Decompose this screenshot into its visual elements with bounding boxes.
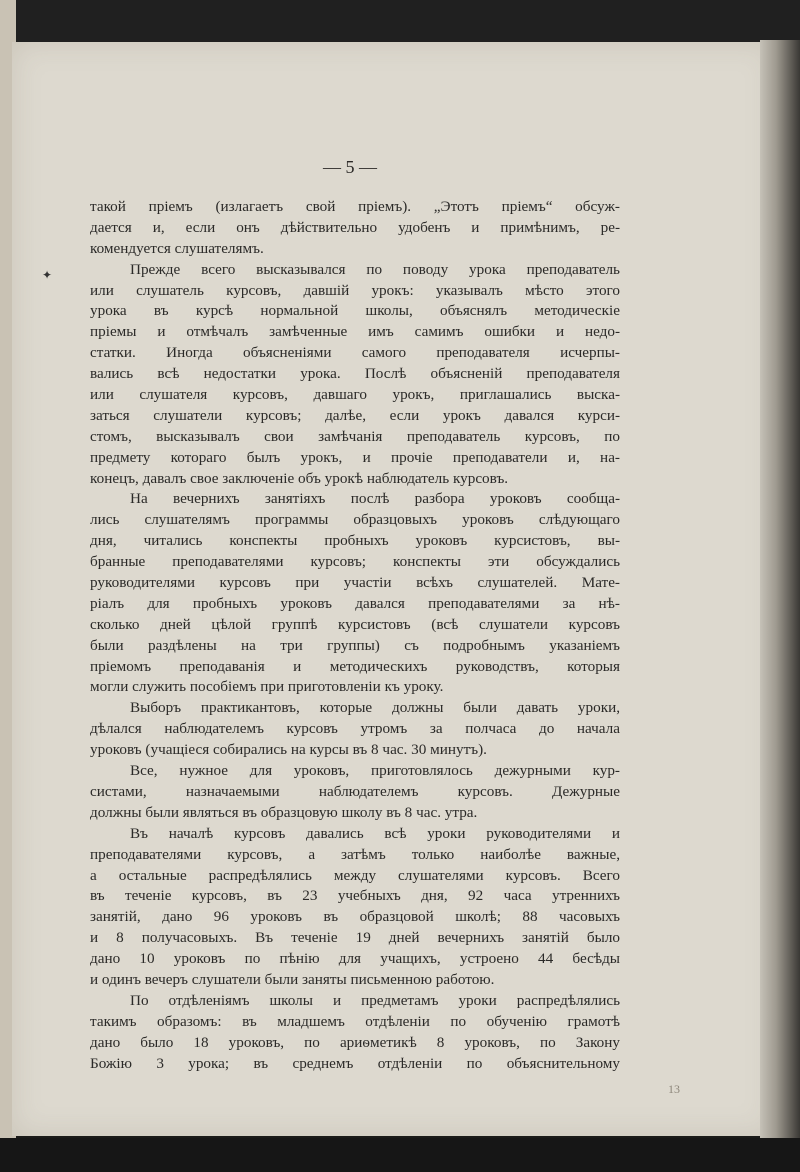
text-line: могли служить пособіемъ при приготовленіи къ уроку.: [90, 678, 444, 696]
text-line: руководителями курсовъ при участіи всѣхъ слушателей. Мате-: [90, 574, 620, 592]
text-line: заться слушатели курсовъ; далѣе, если урокъ давался курси-: [90, 406, 620, 424]
text-line: дано было 18 уроковъ, по ариѳметикѣ 8 уроковъ, по Закону: [90, 1033, 620, 1051]
scan-top-border: [0, 0, 800, 44]
text-line: дѣлался наблюдателемъ курсовъ утромъ за полчаса до начала: [90, 720, 620, 738]
text-line: комендуется слушателямъ.: [90, 239, 264, 257]
text-line: статки. Иногда объясненіями самого преподавателя исчерпы-: [90, 344, 620, 362]
text-line: и 8 получасовыхъ. Въ теченіе 19 дней вечернихъ занятій было: [90, 929, 620, 947]
text-line: дается и, если онъ дѣйствительно удобенъ и примѣнимъ, ре-: [90, 218, 620, 236]
text-line: Божію 3 урока; въ среднемъ отдѣленіи по объяснительному: [90, 1054, 620, 1072]
scan-bottom-border: [0, 1138, 800, 1172]
text-line: Выборъ практикантовъ, которые должны были давать уроки,: [130, 699, 620, 717]
text-line: или слушатель курсовъ, давшій урокъ: указывалъ мѣсто этого: [90, 281, 620, 299]
text-line: На вечернихъ занятіяхъ послѣ разбора уроковъ сообща-: [130, 490, 620, 508]
text-line: преподавателями курсовъ, а затѣмъ только наиболѣе важные,: [90, 845, 620, 863]
text-line: По отдѣленіямъ школы и предметамъ уроки распредѣлялись: [130, 991, 620, 1009]
text-line: лись слушателямъ программы образцовыхъ уроковъ слѣдующаго: [90, 511, 620, 529]
text-line: пріемомъ преподаванія и методическихъ руководствъ, которыя: [90, 657, 620, 675]
text-line: уроковъ (учащіеся собирались на курсы въ 8 час. 30 минутъ).: [90, 741, 487, 759]
page-number: — 5 —: [323, 157, 377, 177]
text-line: должны были являться въ образцовую школу въ 8 час. утра.: [90, 803, 478, 821]
text-line: пріемы и отмѣчалъ замѣченные имъ самимъ ошибки и недо-: [90, 323, 620, 341]
text-line: Прежде всего высказывался по поводу урока преподаватель: [130, 260, 620, 278]
text-line: или слушателя курсовъ, давшаго урокъ, приглашались выска-: [90, 386, 620, 404]
text-line: дано 10 уроковъ по пѣнію для учащихъ, устроено 44 бесѣды: [90, 950, 620, 968]
text-line: такимъ образомъ: въ младшемъ отдѣленіи по обученію грамотѣ: [90, 1012, 620, 1030]
text-line: въ теченіе курсовъ, въ 23 учебныхъ дня, 92 часа утреннихъ: [90, 887, 620, 905]
text-line: бранные преподавателями курсовъ; конспекты эти обсуждались: [90, 553, 620, 571]
text-line: конецъ, давалъ свое заключеніе объ урокѣ наблюдатель курсовъ.: [90, 469, 509, 487]
text-line: Въ началѣ курсовъ давались всѣ уроки руководителями и: [130, 824, 620, 842]
text-line: такой пріемъ (излагаетъ свой пріемъ). „Этотъ пріемъ“ обсуж-: [90, 198, 620, 215]
text-line: урока въ курсѣ нормальной школы, объяснялъ методическіе: [90, 302, 620, 320]
text-line: Все, нужное для уроковъ, приготовлялось дежурными кур-: [130, 762, 620, 780]
text-line: и одинъ вечеръ слушатели были заняты письменною работою.: [90, 970, 495, 988]
text-line: ріалъ для пробныхъ уроковъ давался преподавателями за нѣ-: [90, 594, 620, 612]
margin-mark-icon: ✦: [42, 268, 53, 282]
text-line: предмету котораго былъ урокъ, и прочіе преподаватели и, на-: [90, 448, 620, 466]
text-line: систами, назначаемыми наблюдателемъ курсовъ. Дежурные: [90, 782, 620, 800]
scan-right-edge: [760, 40, 800, 1138]
text-line: сколько дней цѣлой группѣ курсистовъ (всѣ слушатели курсовъ: [90, 615, 620, 633]
text-line: стомъ, высказывалъ свои замѣчанія преподаватель курсовъ, по: [90, 427, 620, 445]
text-line: вались всѣ недостатки урока. Послѣ объясненій преподавателя: [90, 365, 620, 383]
text-line: а остальные распредѣлялись между слушателями курсовъ. Всего: [90, 866, 620, 884]
corner-mark: 13: [668, 1082, 680, 1096]
text-line: дня, читались конспекты пробныхъ уроковъ курсистовъ, вы-: [90, 532, 620, 550]
body-text: [90, 197, 620, 1074]
text-line: занятій, дано 96 уроковъ въ образцовой школѣ; 88 часовыхъ: [90, 908, 620, 926]
text-line: были раздѣлены на три группы) съ подробнымъ указаніемъ: [90, 636, 620, 654]
